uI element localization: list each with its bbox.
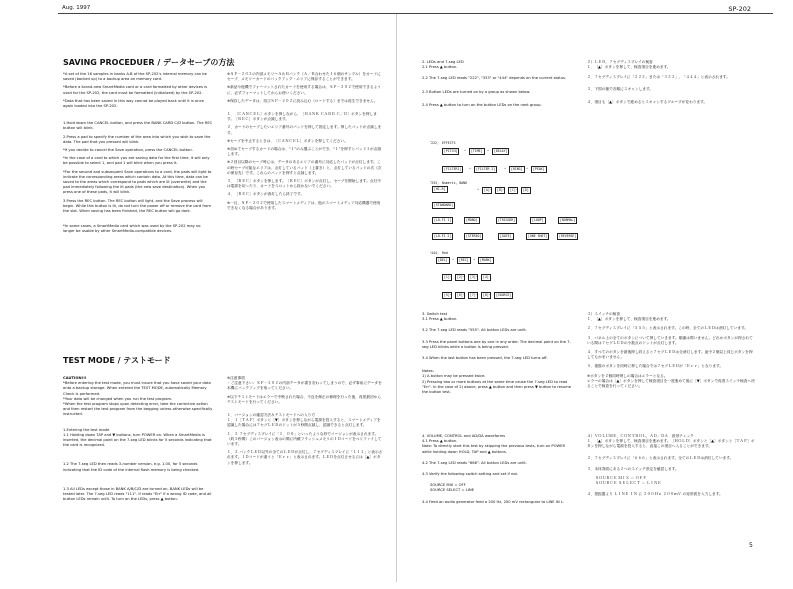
saving-jp-p3: １．［ＣＡＮＣＥＬ］ボタンを押しながら、［ＢＡＮＫ ＣＡＲＤ Ｃ／Ｄ］ボタンを押します。［ＲＥＣ］ボタンが点滅します。 bbox=[227, 112, 377, 122]
switch-jp-p2: ２．７セグディスプレイに「５５５」と表示されます。この時、全てのＬＥＤは消灯しています。 bbox=[587, 326, 749, 331]
arrow-icon: → bbox=[463, 292, 465, 296]
saving-en-p2: *Data that has been saved in this way cannot be played back until it is once again loaded into the SP-202. bbox=[63, 98, 204, 109]
group-444-label: 「444」 Red bbox=[428, 251, 448, 255]
switch-en-p2: 3.2 The 7-seg LED reads "555". All button LEDs are unlit. bbox=[422, 328, 527, 333]
led-jp-p1: １．［▲］ボタンを押して、検査項目を進めます。 bbox=[587, 65, 671, 70]
ring-box: [RING] bbox=[511, 167, 523, 171]
arrow-icon: → bbox=[516, 187, 518, 191]
gate-box: [GATE] bbox=[500, 234, 512, 238]
led-en-p0: 2. LEDs and 7-seg LED bbox=[422, 60, 464, 64]
switch-jp-p4: ４．すべてのボタンを最後押し終えると７セグＬＥＤは全消灯します。途中２個以上同じボタンを押してもかまいません。 bbox=[587, 350, 753, 360]
saving-jp-p1: ※新品や他機でフォーマットされたカードを使用する場合は、ＳＰ－２０２で使用できるように、必ずフォーマットしてからお使いください。 bbox=[227, 85, 381, 95]
test-mode-english-text bbox=[63, 376, 213, 505]
switch-jp-p3: ３．パネル上の全てのボタンについて押していきます。順番は問いません。どれかボタンが押されている間は７セグＬＥＤの小数点のドットが点灯します。 bbox=[587, 335, 753, 345]
pad-7-box: [7] bbox=[470, 293, 476, 297]
saving-jp-p6: ※初めてセーブするカードの場合は、“１”のみ選ぶことができ、“１”を押すとパッド１が点滅します。 bbox=[227, 147, 382, 157]
normal-box: [NORMAL] bbox=[560, 218, 576, 222]
led-test-japanese-text bbox=[587, 60, 755, 108]
pad-2-box: [2] bbox=[457, 275, 463, 279]
test-en-p2: *Your data will be changed when you run the test program. bbox=[63, 396, 173, 401]
standard-box: [STANDARD] bbox=[434, 203, 454, 207]
switch-en-p4: 3.4 When the last button has been pressed, the 7-seg LED turns off. bbox=[422, 356, 548, 361]
switch-test-english-text bbox=[422, 312, 572, 398]
time-box: [TIME] bbox=[471, 149, 483, 153]
saving-title: SAVING PROCEDUER / データセーブの方法 bbox=[63, 58, 235, 67]
stereo-box: [STEREO] bbox=[466, 234, 482, 238]
switch-en-p0: 3. Switch test bbox=[422, 312, 448, 316]
switch-en-p1: 3.1 Press ▲ button. bbox=[422, 317, 458, 322]
test-jp-p3: １．バージョンの確認方法＆テストモードへの入り方 bbox=[227, 413, 316, 418]
header-rule bbox=[58, 13, 773, 14]
arrow-icon: → bbox=[452, 257, 454, 261]
arrow-icon: → bbox=[503, 187, 505, 191]
saving-en-p5: *If you decide to cancel the Save operation, press the CANCEL button. bbox=[63, 148, 193, 153]
switch-test-japanese-text bbox=[587, 312, 755, 392]
reverse-box: [REVERSE] bbox=[559, 234, 577, 238]
led-en-p4: 2.4 Press ▲ button to turn on the button LEDs on the next group. bbox=[422, 102, 542, 107]
test-jp-p0: ※注意事項 bbox=[227, 376, 245, 380]
volume-en-p7: 4.4 Feed an audio generator feed a 200 Hz, 200 mV rectangular to LINE IN L. bbox=[422, 499, 565, 504]
pad-5-box: [5] bbox=[444, 293, 450, 297]
saving-jp-p2: ※保存したデータは、再びＳＰ－２０２に読み込む（ロードする）までは再生できません。 bbox=[227, 98, 378, 103]
saving-en-p7: *For the second and subsequent Save operations to a card, the pads will light to indicate the corresponding areas which contain data. At this time, data can be saved to the areas which correspond to pads which are lit (overwrite) and the pad immediately following the lit pads (the new save destination). When you press one of these pads, it will blink. bbox=[63, 169, 212, 195]
switch-jp-p5: ５．複数のボタンを同時に押した場合では７セグＬＥＤが「Ｅｒｒ」となります。 bbox=[587, 364, 724, 369]
saving-jp-p5: ※セーブを中止するときは、［ＣＡＮＣＥＬ］ボタンを押してください。 bbox=[227, 138, 348, 143]
page-number: 5 bbox=[749, 542, 753, 549]
test-en-p5: 1.1 Holding down TAP and ▼ buttons, turn POWER on. When a SmartMedia is inserted, the decimal point on the 7-seg LED blinks for 5 seconds indicating that the card is recognized. bbox=[63, 432, 212, 448]
lofi2-box: [LO-FI 2] bbox=[434, 234, 452, 238]
test-en-p0: CAUTION!!! bbox=[63, 376, 87, 380]
test-en-p1: *Before entering the test mode, you must insure that you have saved your data onto a backup storage. When entered the TEST MODE, automatically Memory Check is performed. bbox=[63, 381, 211, 396]
arrow-icon: → bbox=[477, 187, 479, 191]
bank-c-box: [C] bbox=[510, 188, 516, 192]
volume-jp-p0: ４）ＶＯＬＵＭＥ，ＣＯＮＴＲＯＬ，ＡＤ／ＤＡ 波形チェック bbox=[587, 434, 694, 438]
arrow-icon: → bbox=[526, 166, 528, 170]
switch-en-p7: 2) Pressing two or more buttons at the same time cause the 7-seg LED to read "Err". In the case of 2) above, press ▲ button and then press ▼ button to resume the button test. bbox=[422, 379, 572, 395]
saving-jp-p4: ２．カードのセーブしたいエリア番号のパッドを押して指定します。押したパッドが点滅します。 bbox=[227, 125, 382, 135]
group-222-label: 「222」 EFFECTS bbox=[428, 141, 456, 145]
switch-en-p6: 1) A button may be pressed twice. bbox=[422, 374, 486, 379]
rec-box: [REC] bbox=[459, 258, 469, 262]
test-en-p7: 1.3 All LEDs except those in BANK A/B/C/D are turned on. BANK LEDs will be tested later. The 7-seg LED reads "111". If reads "Err" if a wrong ID code, and all button LEDs remain unlit. To turn on the LEDs, press ▲ button. bbox=[63, 486, 212, 502]
volume-jp-p4: ＳＯＵＲＣＥ ＭＩＸ ＝ ＯＦＦ bbox=[595, 476, 647, 481]
switch-jp-p6: ※ボタンを２個同時押しの場合はエラーとなる。 bbox=[587, 373, 668, 378]
switch-en-p3: 3.3 Press the panel buttons one by one in any order. The decimal point on the 7-seg LED blinks while a button is being pressed. bbox=[422, 339, 571, 349]
test-mode-japanese-text bbox=[227, 376, 383, 469]
saving-en-p4: 2.Press a pad to specify the number of the area into which you wish to save the data. The pad that you pressed will blink. bbox=[63, 134, 211, 144]
saving-japanese-text bbox=[227, 72, 383, 214]
pad-3-box: [3] bbox=[470, 275, 476, 279]
pad-6-box: [6] bbox=[457, 293, 463, 297]
arrow-icon: → bbox=[504, 166, 506, 170]
test-en-p3: *When the test program stops upon detecting error, take the corrective action and then restart the test program from the begging unless otherwise specifically instructed. bbox=[63, 402, 213, 417]
filter2-box: [FILTER 2] bbox=[476, 167, 496, 171]
test-jp-p4: １．１［ＴＡＰ］ボタンと［▼］ボタンを押しながら電源を投入すると、スマートメディアを認識した場合には７セグＬＥＤのドットが５秒間点滅し、認識できると点灯します。 bbox=[227, 418, 381, 428]
volume-en-p6: SOURCE SELECT = LINE bbox=[430, 488, 474, 493]
switch-en-p5: Notes: bbox=[422, 369, 434, 374]
switch-jp-p7: エラーの場合は［▲］ボタンを押して検査項目を一度進めて後に［▼］ボタンで再度スイッチ検査へ戻ることで検査を行ってください。 bbox=[587, 378, 755, 389]
volume-test-japanese-text bbox=[587, 434, 755, 501]
pad-4-box: [4] bbox=[483, 275, 489, 279]
volume-en-p4: 4.3 Verify the following switch setting and set if not. bbox=[422, 472, 519, 477]
header-date: Aug. 1997 bbox=[62, 5, 91, 11]
lofi1-box: [LO-FI 1] bbox=[434, 218, 452, 222]
led-en-p2: 2.2 The 7-seg LED reads "222", "333" or "444" depends on the current status. bbox=[422, 76, 567, 81]
header-model: SP-202 bbox=[728, 5, 751, 13]
arrow-icon: → bbox=[450, 292, 452, 296]
oneshot-box: [ONE SHOT] bbox=[528, 234, 548, 238]
saving-en-p1: *Before a brand-new SmartMedia card or a card formatted by other devices is used for the SP-202, the card must be formatted (initialized) by the SP-202. bbox=[63, 85, 208, 95]
volume-en-p5: SOURCE MIX = OFF bbox=[430, 483, 466, 488]
mark-box: [MARK] bbox=[480, 258, 492, 262]
arrow-icon: → bbox=[490, 187, 492, 191]
source-box: [SOURCE] bbox=[496, 293, 512, 297]
arrow-icon: → bbox=[487, 148, 489, 152]
pad-1-box: [1] bbox=[444, 275, 450, 279]
bank-d-box: [D] bbox=[523, 188, 529, 192]
led-test-english-text bbox=[422, 60, 572, 111]
led-jp-p4: ４．項目も［▲］ボタンで進めるとスキャンするグループが変わります。 bbox=[587, 99, 708, 104]
saving-jp-p7: ※２回目以降のセーブ時には、データのあるエリアの番号に対応したパッドが点灯します。この時セーブ可能なエリアは、点灯しているパッド（上書き）と、点灯しているパッドの次（次の保存先）です。これらのパッドを押すと点滅します。 bbox=[227, 160, 382, 175]
volume-jp-p3: ３．本体背面にある２つのスイッチ設定を確認します。 bbox=[587, 466, 679, 471]
arrow-icon: → bbox=[476, 274, 478, 278]
test-jp-p6: １．３ バンクＬＥＤ以外の全てのＬＥＤが点灯し、７セグディスプレイに「１１１」と表示されます。ＩＤコードが違うと「Ｅｒｒ」と表示されます。ＬＥＤを点灯させるには［▲］ボタンを押します。 bbox=[227, 450, 383, 465]
test-en-p4: 1.Entering the test mode bbox=[63, 427, 110, 432]
test-jp-p1: ・ご注意下さい：ＳＰ－２０２の内部データが書き変わってしまうので、必ず事前にデータを本機にバックアップを取ってください。 bbox=[227, 381, 382, 391]
test-mode-title: TEST MODE / テストモード bbox=[63, 356, 171, 365]
volume-en-p0: 4. VOLUME, CONTROL and AD/DA waveforms bbox=[422, 434, 506, 438]
pitch-box: [PITCH] bbox=[444, 149, 458, 153]
arrow-icon: → bbox=[489, 292, 491, 296]
peak-box: [PEAK] bbox=[533, 167, 545, 171]
del-box: [DEL] bbox=[438, 258, 448, 262]
switch-jp-p0: ３）スイッチの検査 bbox=[587, 312, 621, 316]
led-jp-p0: ２）ＬＥＤ，７セグディスプレイの検査 bbox=[587, 60, 653, 64]
test-en-p6: 1.2 The 7-seg LED then reads 3-number version, e.g. 1.00, for 5 seconds indicating that the ID code of the internal flash memory is being checked. bbox=[63, 462, 200, 472]
volume-jp-p1: １．［▲］ボタンを押して、検査項目を進めます。［ＨＯＬＤ］ボタンと［▲］ボタンと［ＴＡＰ］ボタンを押しながら電源を投入すると、直接この項目へ入ることができます。 bbox=[587, 439, 755, 449]
led-jp-p2: ２．７セグディスプレイに「２２２」または「３３３」，「４４４」と表示されます。 bbox=[587, 75, 730, 80]
volume-jp-p2: ２．７セグディスプレイに「６６６」と表示されます。全てのＬＥＤは消灯しています。 bbox=[587, 455, 734, 460]
led-jp-p3: ３．下図の様で各順にスキャンします。 bbox=[587, 86, 654, 91]
saving-jp-p8: ３．［ＲＥＣ］ボタンを押します。［ＲＥＣ］ボタンが点灯し、セーブを開始します。点灯中は電源を切ったり、カードをスロットから抜かないでください。 bbox=[227, 179, 381, 189]
delay-box: [DELAY] bbox=[494, 149, 508, 153]
volume-jp-p5: ＳＯＵＲＣＥ ＳＥＬＥＣＴ ＝ ＬＩＮＥ bbox=[595, 481, 662, 486]
filter1-box: [FILTER1] bbox=[444, 167, 462, 171]
saving-english-text bbox=[63, 72, 213, 238]
loop-box: [LOOP] bbox=[532, 218, 544, 222]
volume-en-p3: 4.2 The 7-seg LED reads "666". All button LEDs are unlit. bbox=[422, 460, 527, 465]
volume-en-p2: Note: To directly start this test by skipping the previous tests, turn on POWER while holding down HOLD, TAP and ▲ buttons. bbox=[422, 444, 566, 454]
arrow-icon: → bbox=[473, 257, 475, 261]
saving-en-p9: *In some cases, a SmartMedia card which was used by the SP-202 may no longer be usable by other SmartMedia-compatible devices. bbox=[63, 224, 201, 234]
led-en-p3: 2.3 Button LEDs are turned on by a group as shown below. bbox=[422, 89, 531, 94]
arrow-icon: → bbox=[450, 274, 452, 278]
arrow-icon: → bbox=[464, 148, 466, 152]
saving-jp-p0: ※ＳＰ－２０２の内部メモリーＡ＆Ｂバンク（Ａ／Ｂ合わせた１６個のサンプル）をカードにセーブ、メモリーカードのバックアップ・エリアに保存することができます。 bbox=[227, 72, 381, 82]
test-jp-p5: １．２ ７セグディスプレイに「１．００」といったような形でバージョンが表示されます。（約５秒間）このバージョン表示の間に内蔵フラッシュメモリのＩＤコードをベリファイしています。 bbox=[227, 431, 382, 447]
hold-box: [HI-R] bbox=[434, 187, 446, 191]
saving-jp-p9: ４．［ＲＥＣ］ボタンが消灯したら終了です。 bbox=[227, 192, 305, 197]
arrow-icon: → bbox=[463, 274, 465, 278]
test-jp-p2: ※以下テストモードはエラーで中断された場合、不良を修正の修理を行った後、再度最初からテストモードを行ってください。 bbox=[227, 394, 381, 404]
group-333-label: 「333」 Numeric, BANK bbox=[428, 181, 467, 185]
trigger-box: [TRIGGER] bbox=[498, 218, 516, 222]
page-fold bbox=[396, 14, 397, 582]
volume-jp-p6: ４．発振器より ＬＩＮＥ ＩＮ に ２００Ｈｚ ２００ｍＶ の矩形波を入力します。 bbox=[587, 492, 723, 497]
saving-jp-p10: ※一旦、ＳＰ－２０２で使用したスマートメディアは、他のスマートメディア対応機器で使用できなくなる場合があります。 bbox=[227, 200, 381, 210]
saving-en-p0: *A set of the 16 samples in banks A-B of the SP-202's internal memory can be saved (backed up) to a backup area on memory card. bbox=[63, 72, 207, 82]
bank-b-box: [B] bbox=[497, 188, 503, 192]
led-en-p1: 2.1 Press ▲ button. bbox=[422, 65, 458, 70]
volume-test-english-text bbox=[422, 434, 572, 508]
saving-en-p6: *In the case of a card to which you are saving data for the first time, it will only be possible to select 1, and pad 1 will blink when you press it. bbox=[63, 156, 210, 166]
arrow-icon: → bbox=[476, 292, 478, 296]
saving-en-p8: 3.Press the REC button. The REC button will light, and the Save process will begin. While this button is lit, do not turn the power off or remove the card from the slot. When saving has been finished, the REC button will go dark. bbox=[63, 198, 211, 214]
led-group-diagram bbox=[422, 140, 592, 308]
saving-en-p3: 1.Hold down the CANCEL button, and press the BANK CARD C/D button. The REC button will blink. bbox=[63, 121, 213, 131]
volume-en-p1: 4.1 Press ▲ button. bbox=[422, 439, 458, 444]
switch-jp-p1: １．［▲］ボタンを押して、検査項目を進めます。 bbox=[587, 317, 671, 322]
pad-8-box: [8] bbox=[483, 293, 489, 297]
bank-a-box: [A] bbox=[484, 188, 490, 192]
mono-box: [MONO] bbox=[466, 218, 478, 222]
arrow-icon: → bbox=[469, 166, 471, 170]
